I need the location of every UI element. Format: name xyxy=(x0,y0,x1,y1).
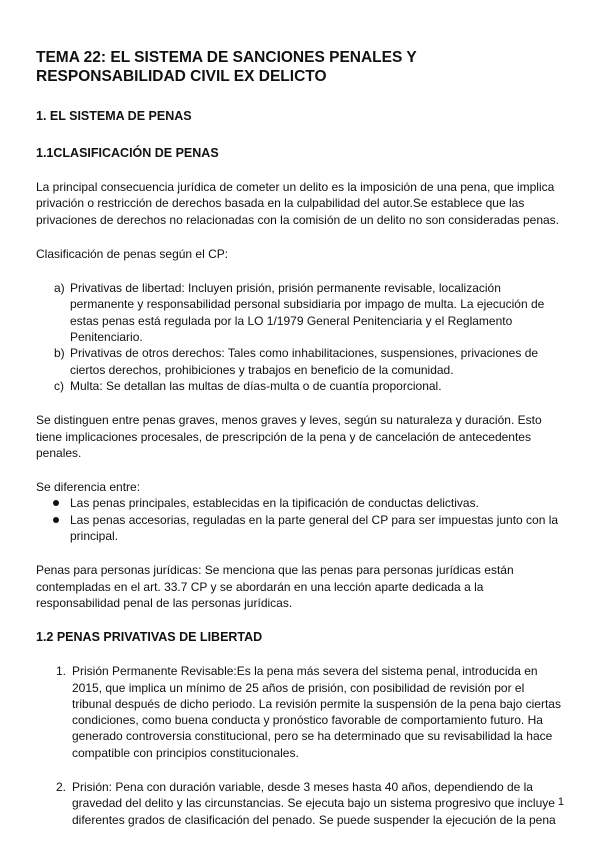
list-item xyxy=(36,345,564,378)
bullet-icon xyxy=(53,500,59,506)
list-marker: a) xyxy=(54,281,65,296)
privativas-list xyxy=(36,663,564,828)
list-item xyxy=(36,512,564,545)
list-marker: c) xyxy=(54,378,64,393)
document-page xyxy=(36,48,564,846)
clasificacion-list xyxy=(36,280,564,394)
section-heading-1: 1. EL SISTEMA DE PENAS xyxy=(36,109,192,123)
juridicas-paragraph: Penas para personas jurídicas: Se menciona que las penas para personas jurídicas están contempladas en el art. 33.7 CP y se abordarán en una lección aparte dedicada a la responsabilidad penal de las personas jurídicas. xyxy=(36,563,514,610)
list-marker: 2. xyxy=(56,780,67,795)
section-heading-1-2: 1.2 PENAS PRIVATIVAS DE LIBERTAD xyxy=(36,630,263,645)
intro-paragraph: La principal consecuencia jurídica de cometer un delito es la imposición de una pena, que implica privación o restricción de derechos basada en la culpabilidad del autor.Se establece que las privaciones de derechos no relacionadas con la comisión de un delito no son consideradas penas. xyxy=(36,180,560,227)
clasificacion-label: Clasificación de penas según el CP: xyxy=(36,246,229,261)
list-item-text: Prisión: Pena con duración variable, desde 3 meses hasta 40 años, dependiendo de la gravedad del delito y las circunstancias. Se ejecuta bajo un sistema progresivo que incluye diferentes grados de clasificación del penado. Se puede suspender la ejecución de la pena xyxy=(72,780,556,827)
list-item-text: Privativas de otros derechos: Tales como inhabilitaciones, suspensiones, privaciones de ciertos derechos, prohibiciones y trabajos en beneficio de la comunidad. xyxy=(70,346,539,377)
distinguen-paragraph: Se distinguen entre penas graves, menos graves y leves, según su naturaleza y duración. Esto tiene implicaciones procesales, de prescripción de la pena y de cancelación de antecedentes penales. xyxy=(36,413,542,460)
list-item xyxy=(36,779,564,828)
list-item xyxy=(36,378,564,394)
document-title: TEMA 22: EL SISTEMA DE SANCIONES PENALES Y RESPONSABILIDAD CIVIL EX DELICTO xyxy=(36,49,417,85)
diferencia-list xyxy=(36,495,564,544)
section-heading-1-1: 1.1CLASIFICACIÓN DE PENAS xyxy=(36,146,219,160)
list-item xyxy=(36,495,564,511)
bullet-icon xyxy=(53,517,59,523)
list-item-text: Las penas principales, establecidas en la tipificación de conductas delictivas. xyxy=(70,496,479,511)
list-marker: 1. xyxy=(56,664,67,679)
diferencia-label: Se diferencia entre: xyxy=(36,480,141,495)
list-item-text: Privativas de libertad: Incluyen prisión, prisión permanente revisable, localización permanente y responsabilidad personal subsidiaria por impago de multa. La ejecución de estas penas está regulada por la LO 1/1979 General Penitenciaria y el Reglamento Penitenciario. xyxy=(70,281,545,345)
list-item-text: Prisión Permanente Revisable:Es la pena más severa del sistema penal, introducida en 2015, que implica un mínimo de 25 años de prisión, con posibilidad de revisión por el tribunal después de dicho periodo. La revisión permite la suspensión de la pena bajo ciertas condiciones, como buena conducta y pronóstico favorable de comportamiento futuro. Ha generado controversia constitucional, pero se ha determinado que su revisabilidad la hace compatible con principios constitucionales. xyxy=(72,664,561,760)
list-item-text: Multa: Se detallan las multas de días-multa o de cuantía proporcional. xyxy=(70,378,442,393)
list-item-text: Las penas accesorias, reguladas en la parte general del CP para ser impuestas junto con la principal. xyxy=(70,512,559,544)
list-marker: b) xyxy=(54,346,65,361)
list-item xyxy=(36,663,564,761)
page-number: 1 xyxy=(557,796,564,808)
list-item xyxy=(36,280,564,345)
